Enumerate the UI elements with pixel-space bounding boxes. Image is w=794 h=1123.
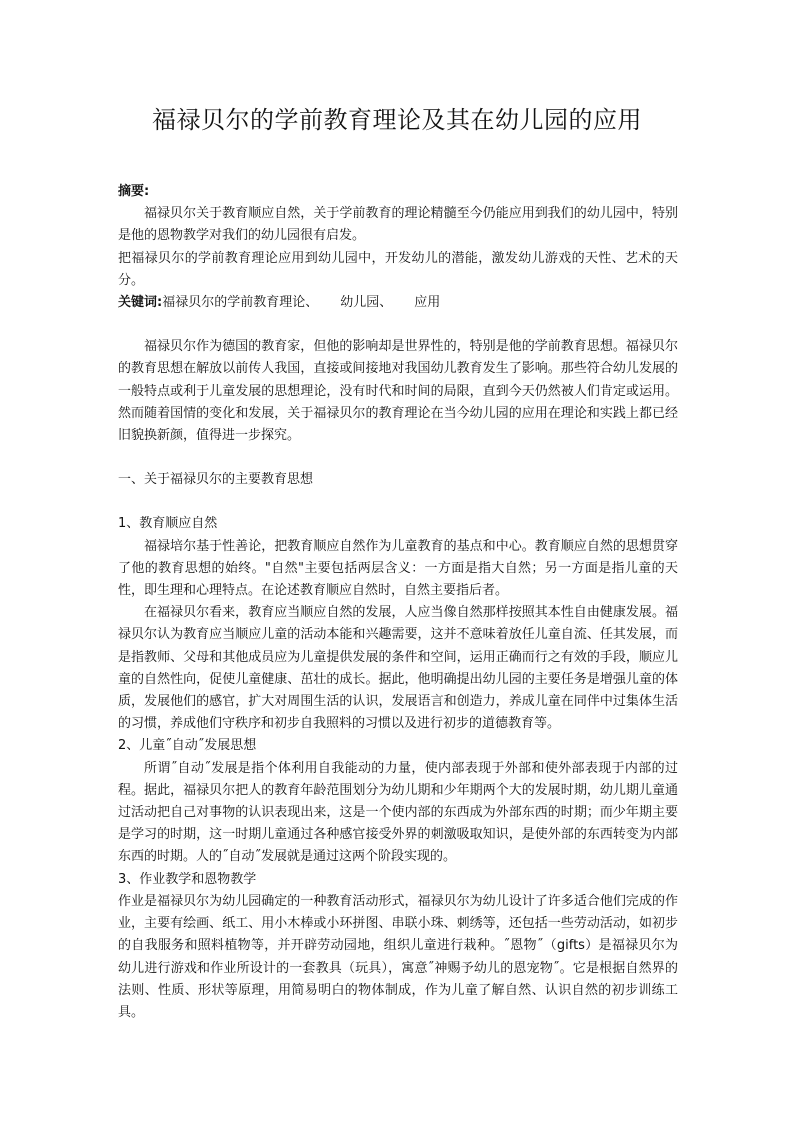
abstract-paragraph-2: 把福禄贝尔的学前教育理论应用到幼儿园中，开发幼儿的潜能，激发幼儿游戏的天性、艺术的天分。 — [118, 250, 678, 288]
abstract-label: 摘要: — [118, 184, 150, 199]
keyword-item: 福禄贝尔的学前教育理论、 — [162, 295, 319, 311]
subsection-3-heading: 3、作业教学和恩物教学 — [118, 871, 257, 887]
intro-paragraph: 福禄贝尔作为德国的教育家，但他的影响却是世界性的，特别是他的学前教育思想。福禄贝尔的教育思想在解放以前传人我国，直接或间接地对我国幼儿教育发生了影响。那些符合幼儿发展的一般特点或利于儿童发展的思想理论，没有时代和时间的局限，直到今天仍然被人们肯定或运用。然而随着国情的变化和发展，关于福禄贝尔的教育理论在当今幼儿园的应用在理论和实践上都已经旧貌换新颜，值得进一步探究。 — [118, 339, 678, 444]
subsection-1-paragraph-2: 在福禄贝尔看来，教育应当顺应自然的发展，人应当像自然那样按照其本性自由健康发展。福禄贝尔认为教育应当顺应儿童的活动本能和兴趣需要，这并不意味着放任儿童自流、任其发展，而是指教师、父母和其他成员应为儿童提供发展的条件和空间，运用正确而行之有效的手段，顺应儿童的自然性向，促使儿童健康、茁壮的成长。据此，他明确提出幼儿园的主要任务是增强儿童的体质，发展他们的感官，扩大对周围生活的认识，发展语言和创造力，养成儿童在同伴中过集体生活的习惯，养成他们守秩序和初步自我照料的习惯以及进行初步的道德教育等。 — [118, 605, 678, 732]
document-title: 福禄贝尔的学前教育理论及其在幼儿园的应用 — [152, 106, 642, 134]
document-body — [118, 181, 678, 1024]
abstract-paragraph-1: 福禄贝尔关于教育顺应自然，关于学前教育的理论精髓至今仍能应用到我们的幼儿园中，特别是他的恩物教学对我们的幼儿园很有启发。 — [118, 206, 678, 244]
subsection-1-paragraph-1: 福禄培尔基于性善论，把教育顺应自然作为儿童教育的基点和中心。教育顺应自然的思想贯穿了他的教育思想的始终。"自然"主要包括两层含义：一方面是指大自然；另一方面是指儿童的天性，即生理和心理特点。在论述教育顺应自然时，自然主要指后者。 — [118, 538, 678, 599]
subsection-3-paragraph-1: 作业是福禄贝尔为幼儿园确定的一种教育活动形式，福禄贝尔为幼儿设计了许多适合他们完成的作业，主要有绘画、纸工、用小木棒或小环拼图、串联小珠、刺绣等，还包括一些劳动活动，如初步的自我服务和照料植物等，并开辟劳动园地，组织儿童进行栽种。˝恩物˝（gifts）是福禄贝尔为幼儿进行游戏和作业所设计的一套教具（玩具），寓意˝神赐予幼儿的恩宠物˝。它是根据自然界的法则、性质、形状等原理，用简易明白的物体制成，作为儿童了解自然、认识自然的初步训练工具。 — [118, 893, 678, 1020]
keywords-line — [118, 292, 678, 314]
keywords-label: 关键词: — [118, 295, 163, 311]
subsection-2-paragraph-1: 所谓˝自动˝发展是指个体利用自我能动的力量，使内部表现于外部和使外部表现于内部的过程。据此，福禄贝尔把人的教育年龄范围划分为幼儿期和少年期两个大的发展时期，幼儿期儿童通过活动把自己对事物的认识表现出来，这是一个使内部的东西成为外部东西的时期；而少年期主要是学习的时期，这一时期儿童通过各种感官接受外界的刺激吸取知识，是使外部的东西转变为内部东西的时期。人的˝自动˝发展就是通过这两个阶段实现的。 — [118, 760, 678, 865]
subsection-1-heading: 1、教育顺应自然 — [118, 516, 218, 532]
keyword-item: 应用 — [414, 295, 441, 311]
section-1-heading: 一、关于福禄贝尔的主要教育思想 — [118, 472, 314, 488]
subsection-2-heading: 2、儿童˝自动˝发展思想 — [118, 738, 257, 754]
keyword-item: 幼儿园、 — [340, 295, 393, 311]
